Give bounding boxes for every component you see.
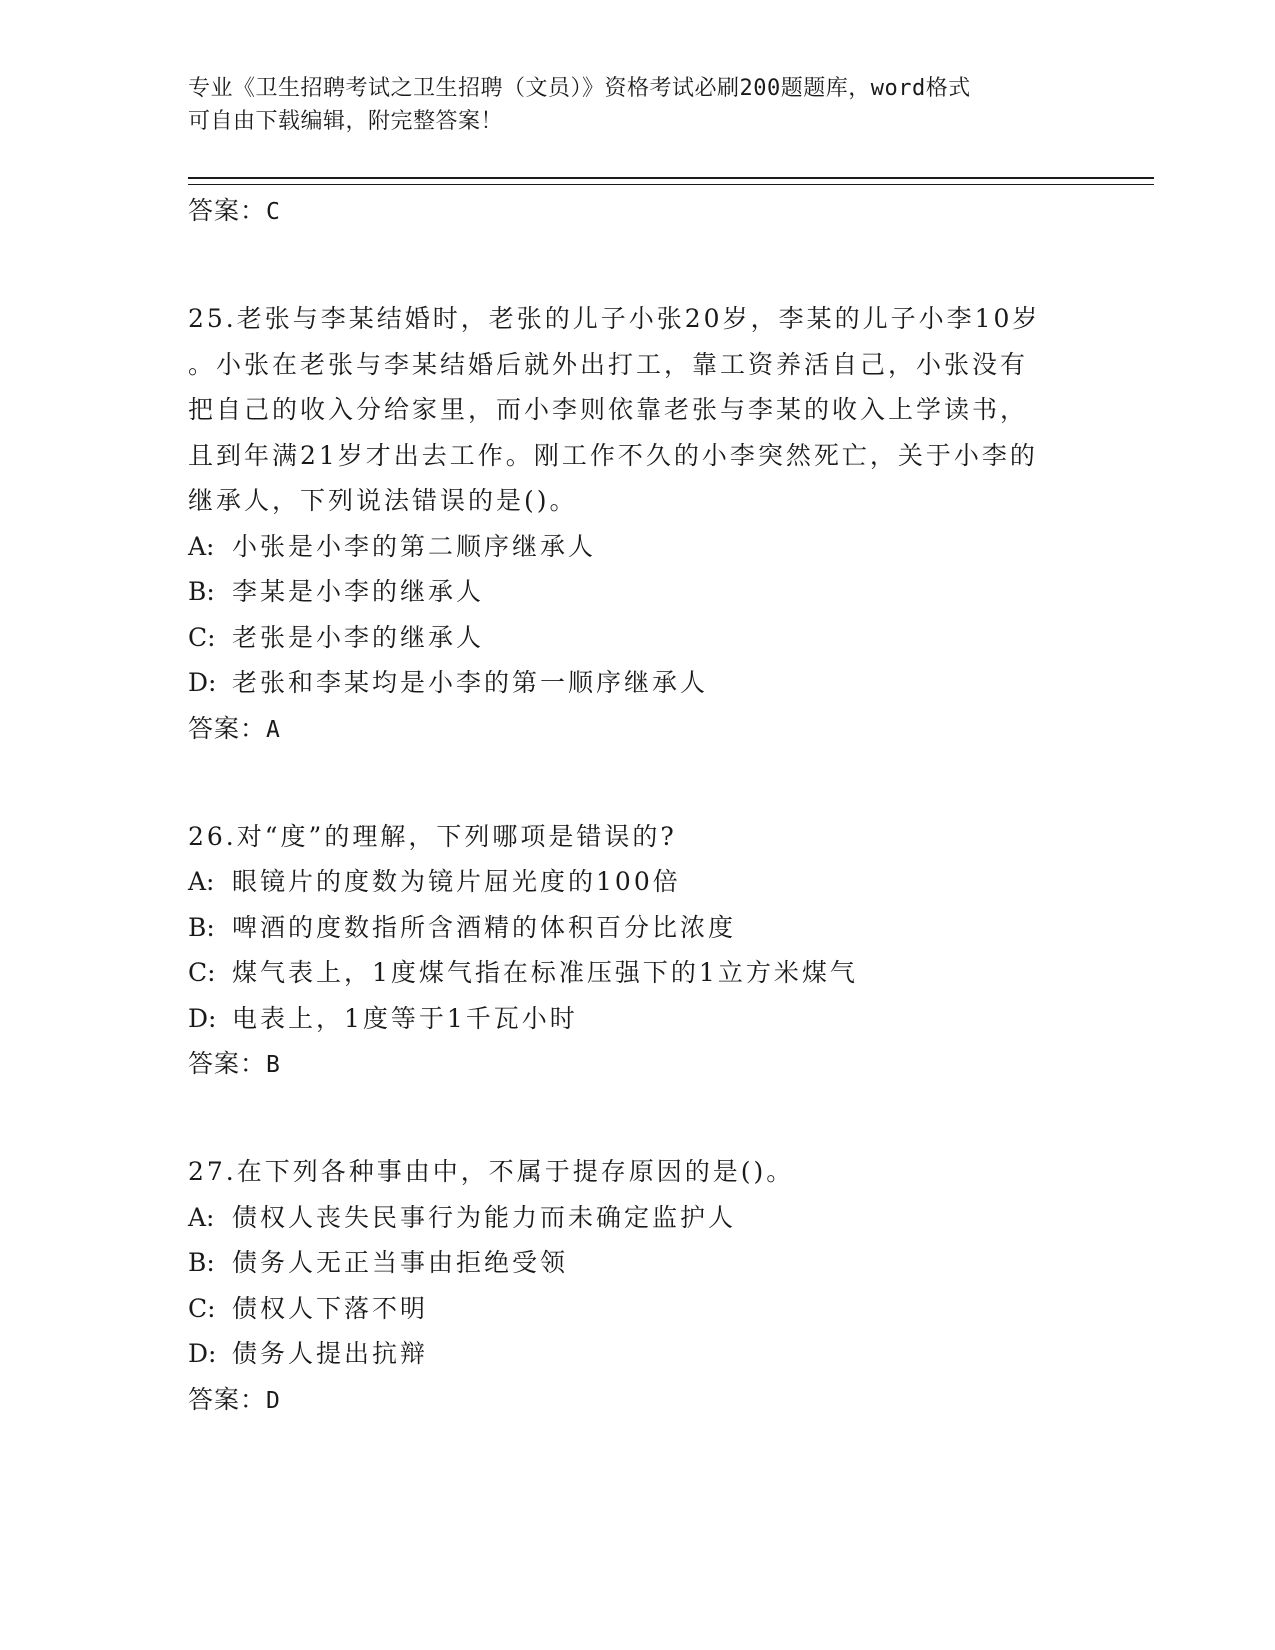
answer-value: A <box>266 716 281 743</box>
option-label: B: <box>188 912 215 942</box>
option-c <box>188 950 1088 996</box>
option-label: A: <box>188 531 215 561</box>
question-item <box>188 296 1088 752</box>
question-stem <box>188 296 1088 524</box>
option-d <box>188 660 1088 706</box>
option-label: D: <box>188 1339 217 1368</box>
answer-label: 答案： <box>188 713 267 743</box>
stem-line: 25.老张与李某结婚时，老张的儿子小张20岁，李某的儿子小李10岁 <box>188 304 1041 333</box>
option-a <box>188 524 1088 570</box>
answer-label: 答案： <box>188 1384 267 1414</box>
option-c <box>188 615 1088 661</box>
option-d <box>188 996 1088 1042</box>
option-text: 小张是小李的第二顺序继承人 <box>232 531 597 561</box>
question-stem <box>188 814 1088 860</box>
question-item <box>188 1149 1088 1423</box>
answer-value: C <box>266 199 281 225</box>
option-text: 李某是小李的继承人 <box>232 577 485 606</box>
option-label: B: <box>188 1248 215 1277</box>
answer-label: 答案： <box>188 196 267 225</box>
option-c <box>188 1286 1088 1332</box>
stem-line: 。小张在老张与李某结婚后就外出打工，靠工资养活自己，小张没有 <box>188 349 1029 379</box>
option-b <box>188 1240 1088 1286</box>
option-label: D: <box>188 1003 217 1033</box>
option-d <box>188 1331 1088 1377</box>
answer-line <box>188 1041 1088 1087</box>
question-stem <box>188 1149 1088 1195</box>
option-label: B: <box>188 577 215 606</box>
answer-line <box>188 1377 1088 1423</box>
answer-value: B <box>266 1052 281 1078</box>
option-b <box>188 569 1088 615</box>
header-divider <box>188 177 1154 185</box>
option-text: 债权人丧失民事行为能力而未确定监护人 <box>232 1202 737 1232</box>
answer-line <box>188 706 1088 752</box>
document-body <box>188 188 1088 1423</box>
option-text: 煤气表上，1度煤气指在标准压强下的1立方米煤气 <box>232 958 858 987</box>
option-label: A: <box>188 1202 215 1232</box>
answer-value: D <box>266 1387 281 1414</box>
option-text: 债权人下落不明 <box>232 1293 429 1323</box>
stem-line: 26.对“度”的理解，下列哪项是错误的? <box>188 821 677 851</box>
option-label: A: <box>188 867 215 896</box>
header-line-1: 专业《卫生招聘考试之卫生招聘（文员）》资格考试必刷200题题库，word格式 <box>188 76 971 101</box>
stem-line: 把自己的收入分给家里，而小李则依靠老张与李某的收入上学读书， <box>188 395 1029 424</box>
option-label: C: <box>188 622 216 652</box>
answer-label: 答案： <box>188 1049 267 1078</box>
option-label: D: <box>188 668 217 697</box>
option-text: 债务人无正当事由拒绝受领 <box>232 1248 569 1277</box>
option-a <box>188 1195 1088 1241</box>
document-header <box>188 72 1068 138</box>
stem-line: 且到年满21岁才出去工作。刚工作不久的小李突然死亡，关于小李的 <box>188 440 1038 470</box>
option-text: 眼镜片的度数为镜片屈光度的100倍 <box>232 867 681 896</box>
option-b <box>188 905 1088 951</box>
answer-line <box>188 188 1088 234</box>
option-label: C: <box>188 1293 216 1323</box>
question-item <box>188 814 1088 1088</box>
stem-line: 继承人，下列说法错误的是()。 <box>188 486 578 515</box>
option-text: 老张是小李的继承人 <box>232 622 485 652</box>
stem-line: 27.在下列各种事由中，不属于提存原因的是()。 <box>188 1157 795 1186</box>
option-text: 电表上，1度等于1千瓦小时 <box>232 1003 578 1033</box>
header-line-2: 可自由下载编辑，附完整答案！ <box>188 109 504 134</box>
option-text: 债务人提出抗辩 <box>232 1339 429 1368</box>
option-text: 啤酒的度数指所含酒精的体积百分比浓度 <box>232 912 737 942</box>
option-text: 老张和李某均是小李的第一顺序继承人 <box>232 668 709 697</box>
option-label: C: <box>188 958 216 987</box>
option-a <box>188 859 1088 905</box>
